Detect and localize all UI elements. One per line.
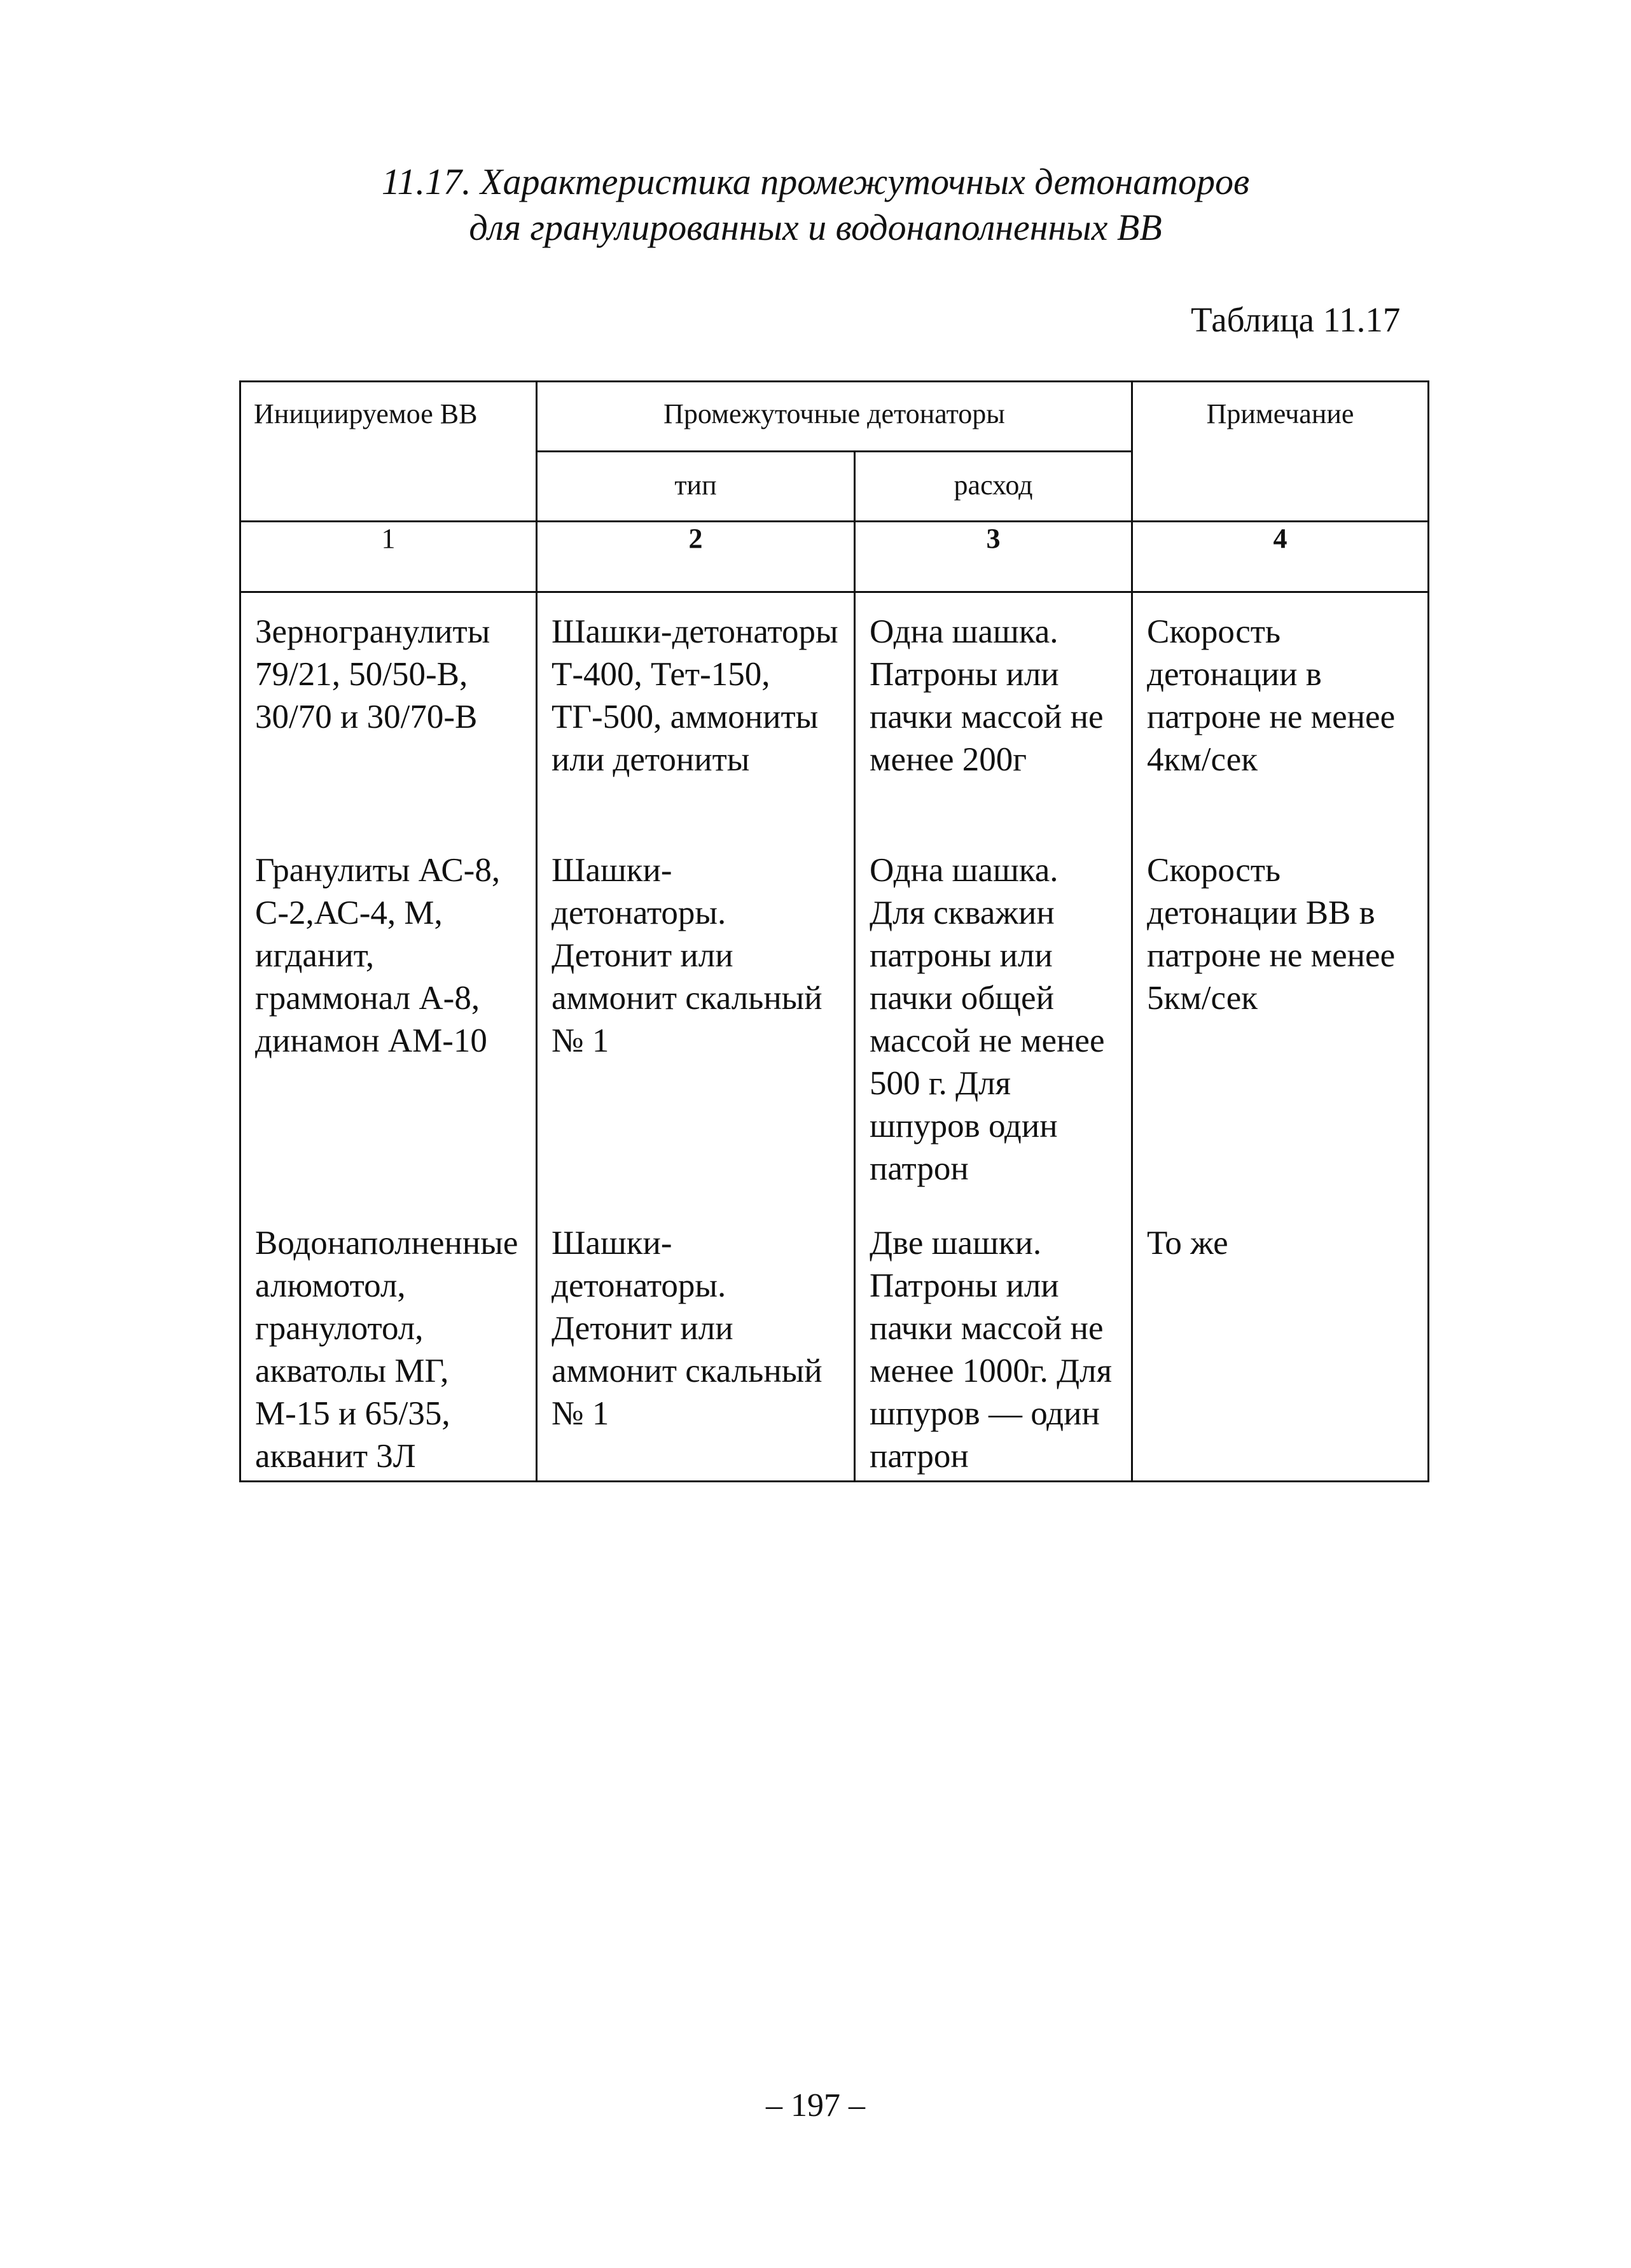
cell-note: Скорость детонации ВВ в патроне не менее 5км/сек [1132,835,1429,1208]
cell-consumption: Две шашки. Патроны или пачки массой не менее 1000г. Для шпуров — один патрон [855,1208,1132,1482]
table-row [240,592,1429,835]
table-row [240,835,1429,1208]
header-row-top [240,382,1429,452]
header-note: Примечание [1132,382,1429,522]
cell-note: Скорость детонации в патроне не менее 4км/сек [1132,592,1429,835]
header-intermediate-detonators: Промежуточные детонаторы [537,382,1132,452]
cell-type: Шашки-детонаторы. Детонит или аммонит скальный № 1 [537,1208,855,1482]
section-heading-line-1: 11.17. Характеристика промежуточных детонаторов [381,161,1250,202]
cell-note: То же [1132,1208,1429,1482]
column-number-row [240,522,1429,592]
cell-initiated-ee: Зерногранулиты 79/21, 50/50-В, 30/70 и 30/70-В [240,592,537,835]
section-heading-line-2: для гранулированных и водонаполненных ВВ [469,207,1162,248]
cell-consumption: Одна шашка. Патроны или пачки массой не менее 200г [855,592,1132,835]
cell-consumption: Одна шашка. Для скважин патроны или пачки общей массой не менее 500 г. Для шпуров один патрон [855,835,1132,1208]
header-type: тип [537,452,855,522]
cell-type: Шашки-детонаторы Т-400, Тет-150, ТГ-500, аммониты или детониты [537,592,855,835]
header-consumption: расход [855,452,1132,522]
column-number-4: 4 [1132,522,1429,592]
table-caption: Таблица 11.17 [1191,300,1401,339]
header-initiated-ee: Инициируемое ВВ [240,382,537,522]
column-number-1: 1 [240,522,537,592]
cell-initiated-ee: Водонаполненные алюмотол, гранулотол, акватолы МГ, М-15 и 65/35, акванит 3Л [240,1208,537,1482]
cell-type: Шашки-детонаторы. Детонит или аммонит скальный № 1 [537,835,855,1208]
table-row [240,1208,1429,1482]
column-number-2: 2 [537,522,855,592]
detonators-table [239,380,1429,1482]
page-number: – 197 – [766,2087,865,2124]
column-number-3: 3 [855,522,1132,592]
cell-initiated-ee: Гранулиты АС-8, С-2,АС-4, М, игданит, граммонал А-8, динамон АМ-10 [240,835,537,1208]
